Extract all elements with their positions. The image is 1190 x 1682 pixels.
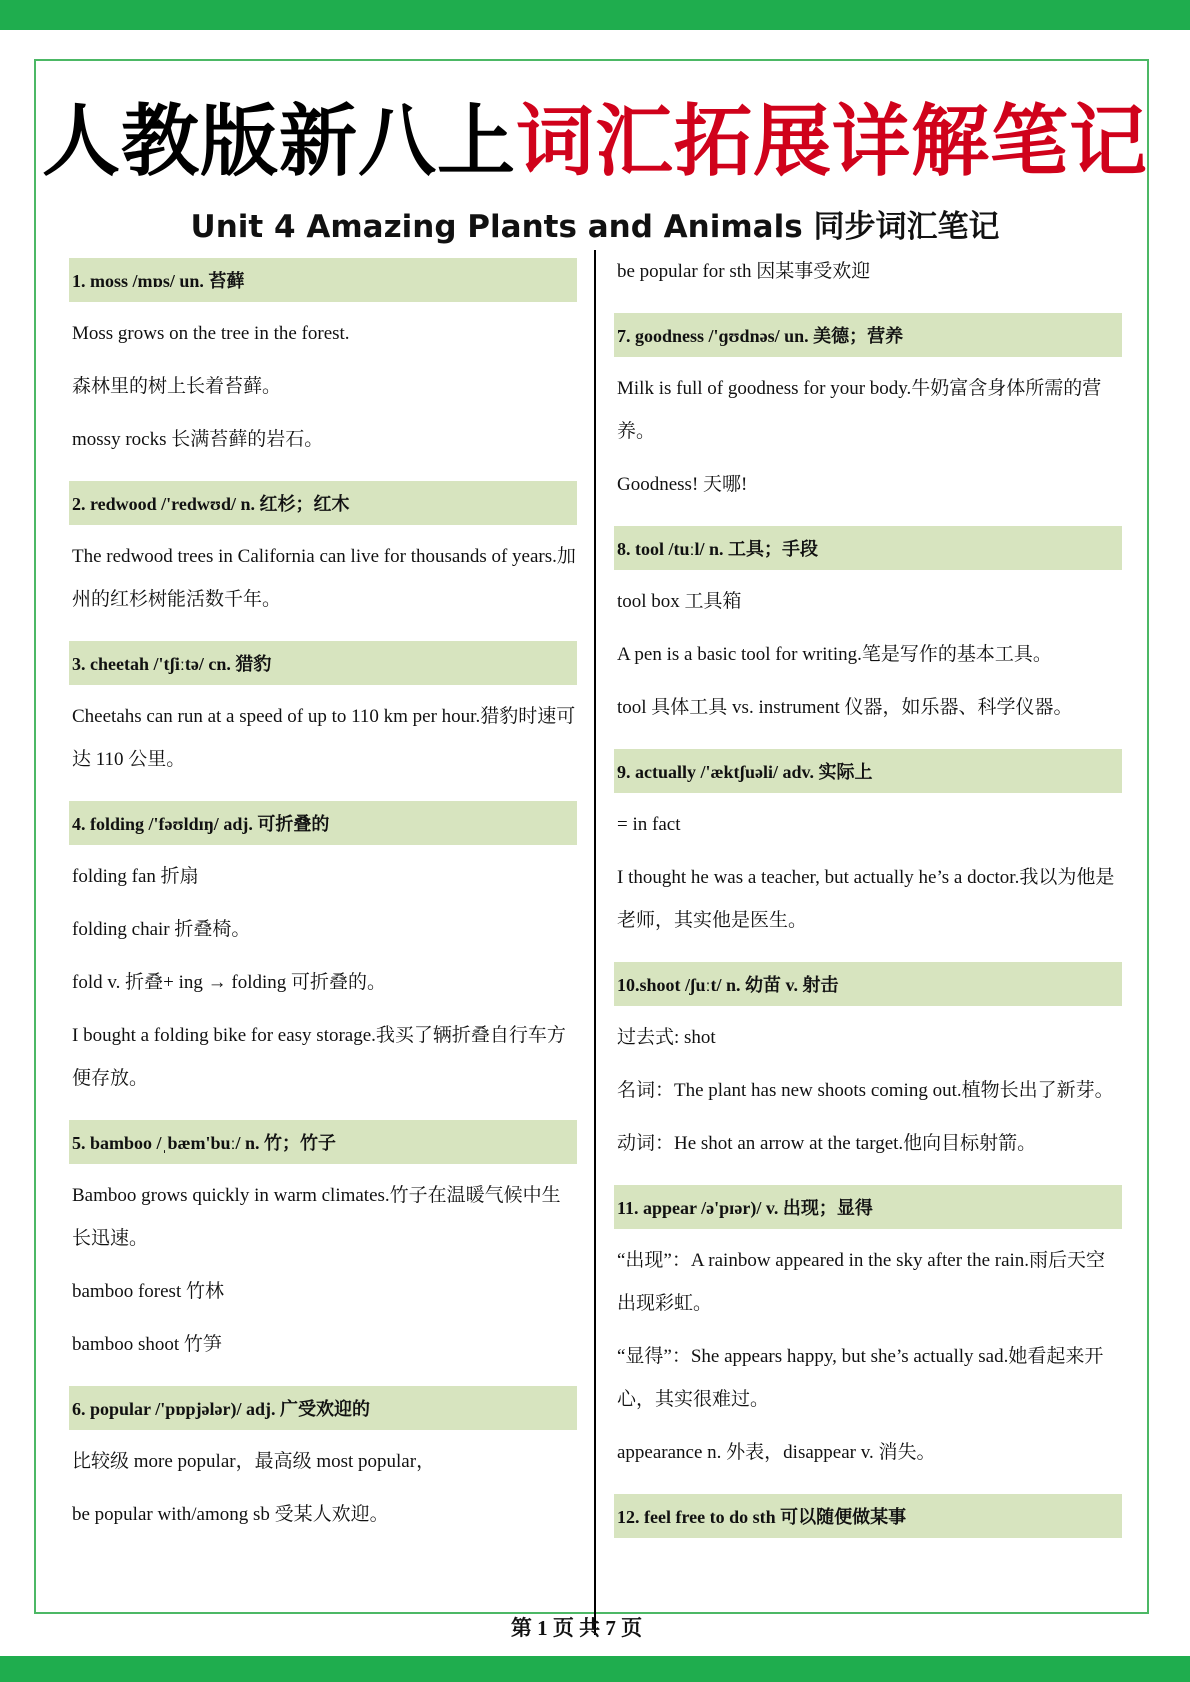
vocab-line: “显得”：She appears happy, but she’s actually sad.她看起来开心，其实很难过。 bbox=[617, 1346, 1104, 1410]
vocab-line: be popular with/among sb 受某人欢迎。 bbox=[72, 1504, 389, 1525]
vocab-heading: 6. popular /'pɒpjələr)/ adj. 广受欢迎的 bbox=[69, 1386, 577, 1430]
vocab-heading: 7. goodness /'ɡʊdnəs/ un. 美德；营养 bbox=[614, 313, 1122, 357]
vocab-line: “出现”：A rainbow appeared in the sky after the rain.雨后天空出现彩虹。 bbox=[617, 1250, 1106, 1314]
vocab-line: appearance n. 外表，disappear v. 消失。 bbox=[617, 1442, 936, 1463]
left-column bbox=[69, 250, 577, 1556]
vocab-heading: 5. bamboo /ˌbæm'buː/ n. 竹；竹子 bbox=[69, 1120, 577, 1164]
vocab-line: I bought a folding bike for easy storage.我买了辆折叠自行车方便存放。 bbox=[72, 1025, 566, 1089]
vocab-line: Milk is full of goodness for your body.牛奶富含身体所需的营养。 bbox=[617, 378, 1102, 442]
vocab-line: Cheetahs can run at a speed of up to 110 km per hour.猎豹时速可达 110 公里。 bbox=[72, 706, 576, 770]
vocab-line: = in fact bbox=[617, 814, 681, 835]
vocab-line: 名词：The plant has new shoots coming out.植物长出了新芽。 bbox=[617, 1080, 1114, 1101]
vocab-line: The redwood trees in California can live for thousands of years.加州的红杉树能活数千年。 bbox=[72, 546, 576, 610]
column-divider bbox=[594, 250, 596, 1635]
vocab-heading: 3. cheetah /'tʃiːtə/ cn. 猎豹 bbox=[69, 641, 577, 685]
vocab-line: 过去式: shot bbox=[617, 1027, 716, 1048]
vocab-line: bamboo shoot 竹笋 bbox=[72, 1334, 222, 1355]
vocab-heading: 9. actually /'æktʃuəli/ adv. 实际上 bbox=[614, 749, 1122, 793]
vocab-line: tool box 工具箱 bbox=[617, 591, 742, 612]
vocab-heading: 2. redwood /'redwʊd/ n. 红杉；红木 bbox=[69, 481, 577, 525]
vocab-line: Moss grows on the tree in the forest. bbox=[72, 323, 350, 344]
vocab-heading: 1. moss /mɒs/ un. 苔藓 bbox=[69, 258, 577, 302]
bottom-green-bar bbox=[0, 1656, 1190, 1682]
vocab-line: 森林里的树上长着苔藓。 bbox=[72, 376, 282, 397]
vocab-line: tool 具体工具 vs. instrument 仪器，如乐器、科学仪器。 bbox=[617, 697, 1073, 718]
vocab-line: Bamboo grows quickly in warm climates.竹子在温暖气候中生长迅速。 bbox=[72, 1185, 561, 1249]
vocab-line: I thought he was a teacher, but actually he’s a doctor.我以为他是老师，其实他是医生。 bbox=[617, 867, 1115, 931]
vocab-heading: 10.shoot /ʃuːt/ n. 幼苗 v. 射击 bbox=[614, 962, 1122, 1006]
right-column bbox=[614, 250, 1122, 1538]
page-number: 第 1 页 共 7 页 bbox=[510, 1616, 643, 1640]
vocab-heading: 12. feel free to do sth 可以随便做某事 bbox=[614, 1494, 1122, 1538]
page-title bbox=[0, 92, 1190, 192]
vocab-heading: 8. tool /tuːl/ n. 工具；手段 bbox=[614, 526, 1122, 570]
vocab-heading: 11. appear /ə'pɪər)/ v. 出现；显得 bbox=[614, 1185, 1122, 1229]
vocab-line: A pen is a basic tool for writing.笔是写作的基本工具。 bbox=[617, 644, 1052, 665]
title-part-red: 词汇拓展详解笔记 bbox=[516, 97, 1149, 187]
title-part-black: 人教版新八上 bbox=[41, 97, 516, 187]
vocab-heading: 4. folding /'fəʊldɪŋ/ adj. 可折叠的 bbox=[69, 801, 577, 845]
vocab-line: folding fan 折扇 bbox=[72, 866, 199, 887]
vocab-line: 比较级 more popular，最高级 most popular， bbox=[72, 1451, 436, 1472]
top-green-bar bbox=[0, 0, 1190, 30]
vocab-line: bamboo forest 竹林 bbox=[72, 1281, 224, 1302]
vocab-line: Goodness! 天哪! bbox=[617, 474, 748, 495]
vocab-line: be popular for sth 因某事受欢迎 bbox=[617, 261, 871, 282]
vocab-line: mossy rocks 长满苔藓的岩石。 bbox=[72, 429, 324, 450]
vocab-line: fold v. 折叠+ ing → folding 可折叠的。 bbox=[72, 972, 387, 993]
vocab-line: 动词：He shot an arrow at the target.他向目标射箭。 bbox=[617, 1133, 1037, 1154]
vocab-line: folding chair 折叠椅。 bbox=[72, 919, 251, 940]
page-subtitle: Unit 4 Amazing Plants and Animals 同步词汇笔记 bbox=[190, 209, 1000, 245]
